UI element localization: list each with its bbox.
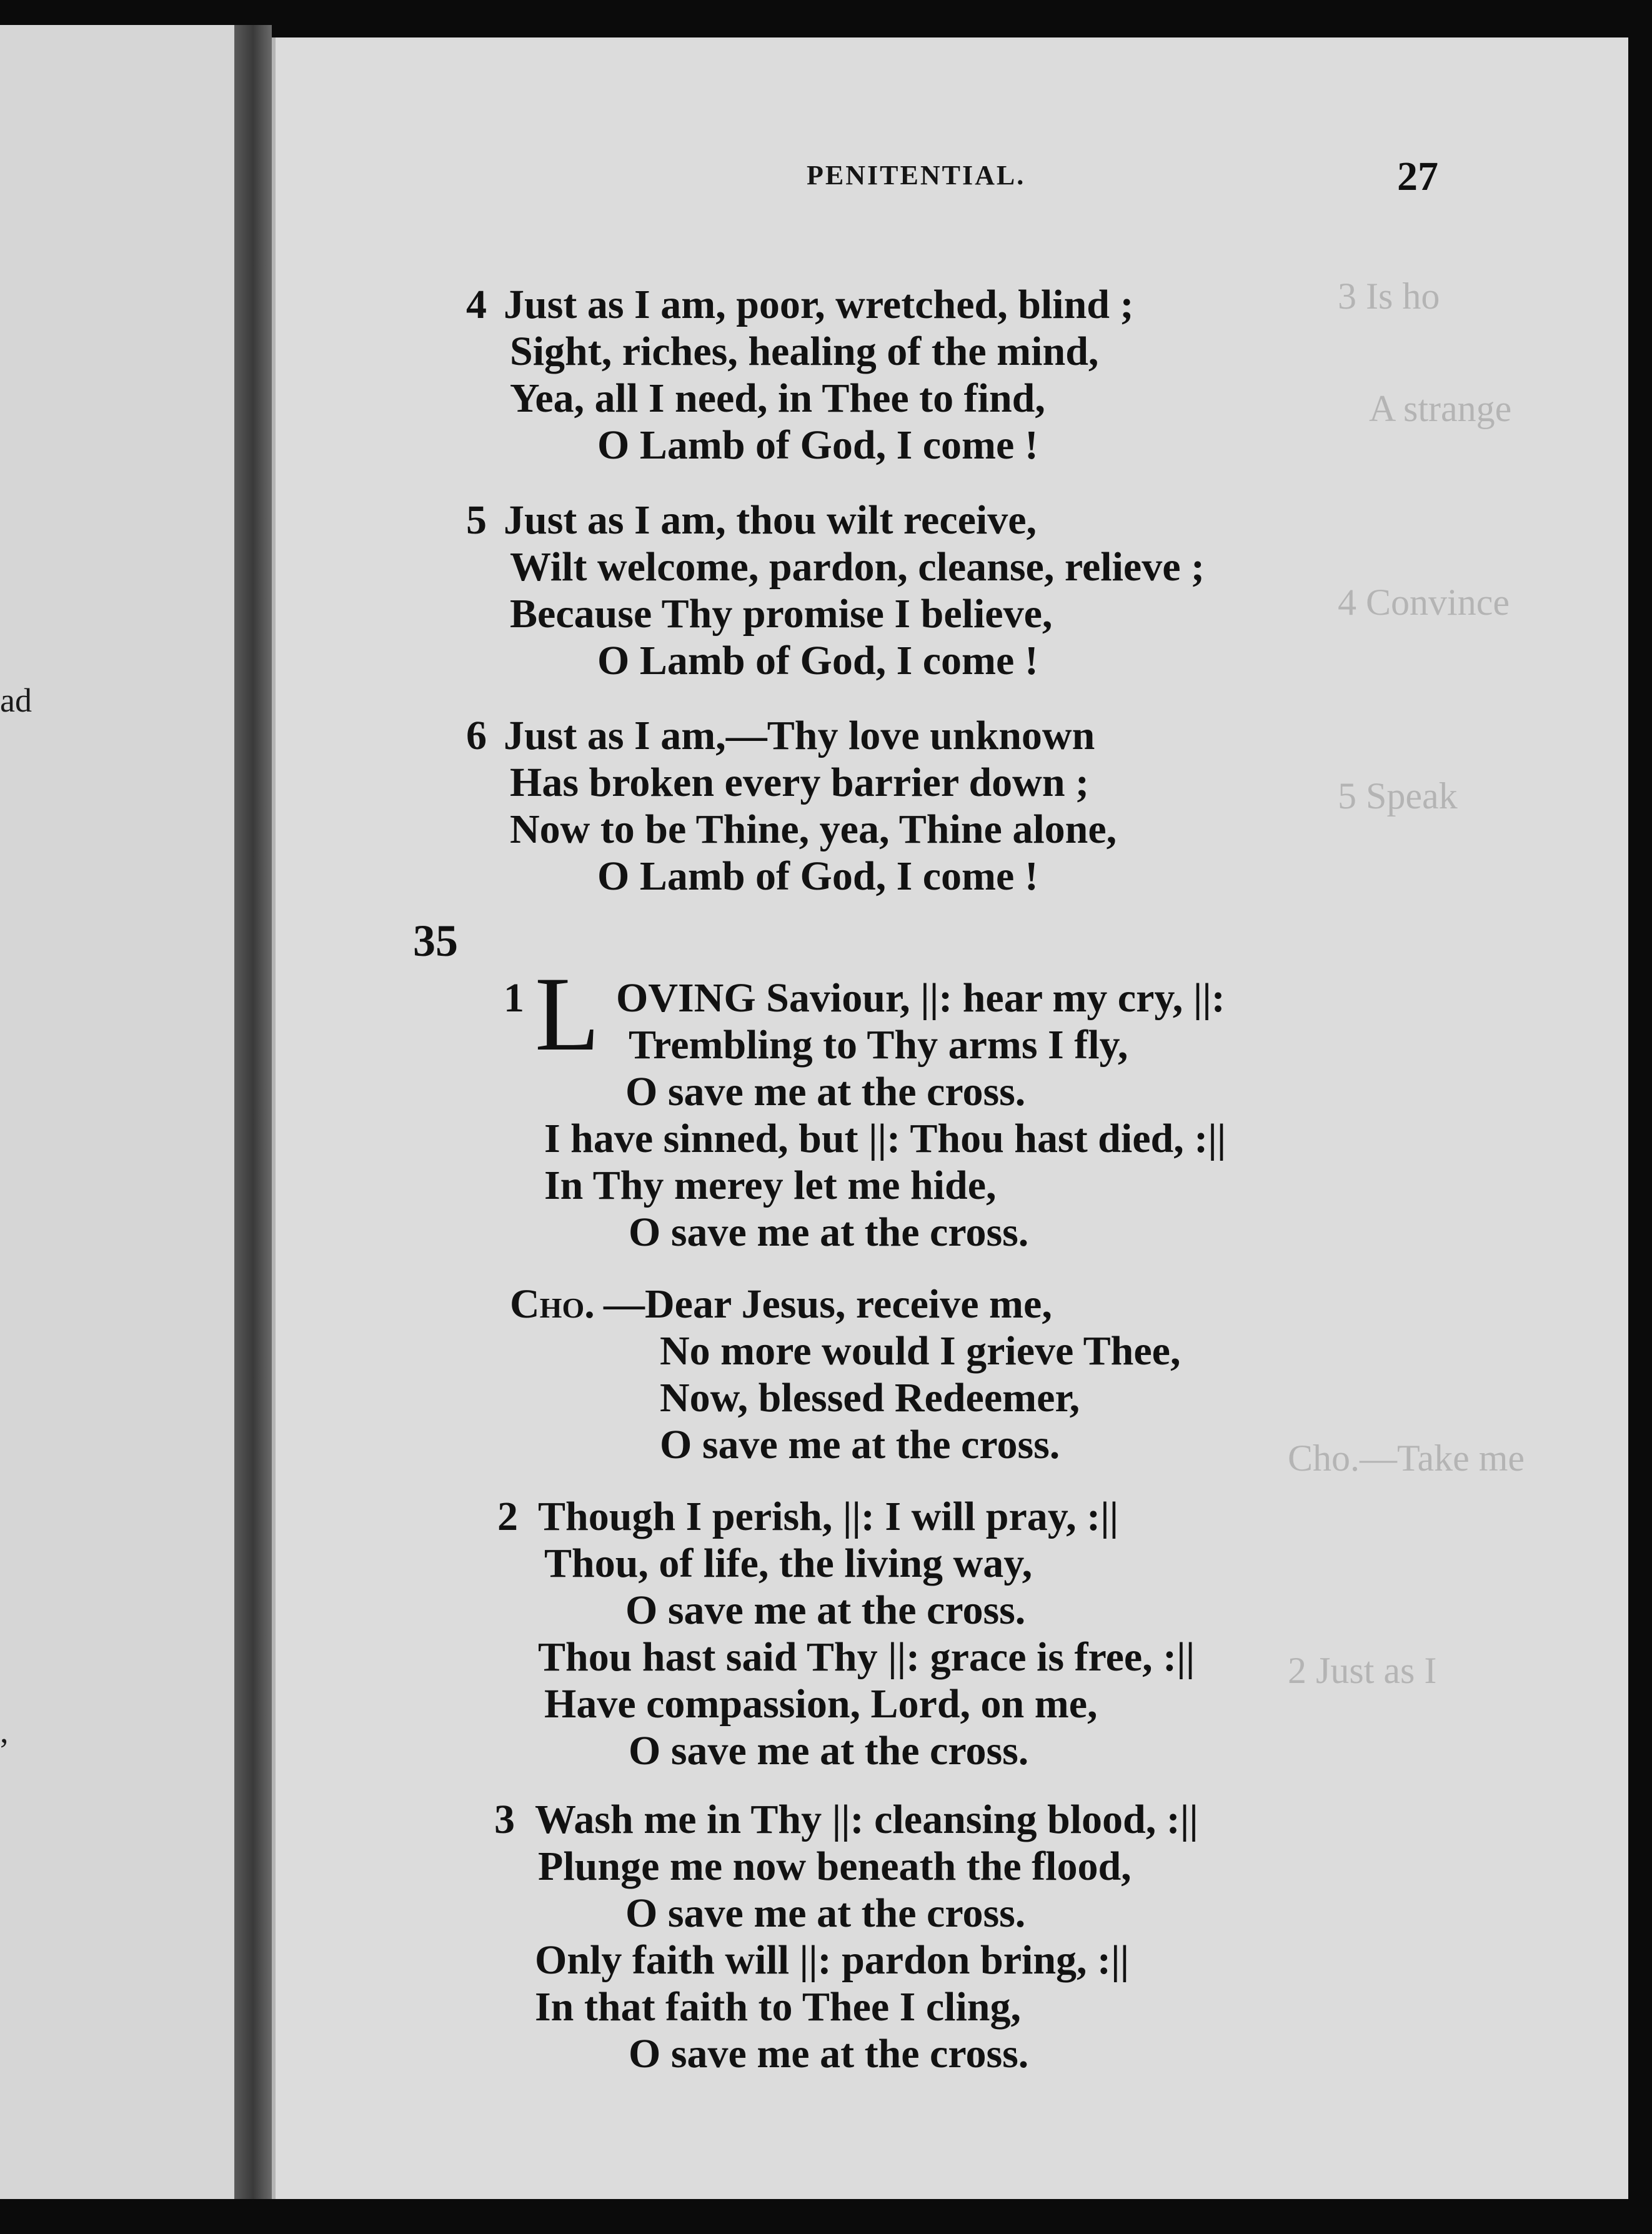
chorus-line: Now, blessed Redeemer, <box>660 1375 1080 1421</box>
verse-line: Thou, of life, the living way, <box>544 1541 1033 1586</box>
verse-line: Yea, all I need, in Thee to find, <box>510 375 1045 421</box>
verse-line: Just as I am,—Thy love unknown <box>504 713 1095 758</box>
left-page <box>0 25 237 2199</box>
verse-line: Sight, riches, healing of the mind, <box>510 329 1099 374</box>
verse-line: Wilt welcome, pardon, cleanse, relieve ; <box>510 544 1205 590</box>
verse-number: 4 <box>466 282 487 327</box>
verse-line: Wash me in Thy ||: cleansing blood, :|| <box>535 1797 1198 1842</box>
hymn-number: 35 <box>413 916 458 966</box>
page-number: 27 <box>1397 154 1438 199</box>
bleed-through: 5 Speak <box>1338 775 1458 817</box>
bleed-through: 2 Just as I <box>1288 1650 1437 1691</box>
chorus-line: O save me at the cross. <box>660 1422 1060 1467</box>
verse-line: Have compassion, Lord, on me, <box>544 1681 1098 1727</box>
bleed-through: A strange <box>1369 388 1512 429</box>
verse-line: I have sinned, but ||: Thou hast died, :|| <box>544 1116 1227 1161</box>
verse-line: In that faith to Thee I cling, <box>535 1984 1022 2030</box>
verse-number: 6 <box>466 713 487 758</box>
chorus-label: Cho. <box>510 1281 595 1327</box>
verse-line: O save me at the cross. <box>625 1587 1026 1633</box>
chorus-line: No more would I grieve Thee, <box>660 1328 1181 1374</box>
verse-line: Just as I am, thou wilt receive, <box>504 497 1037 543</box>
verse-line: Now to be Thine, yea, Thine alone, <box>510 807 1117 852</box>
verse-line: O save me at the cross. <box>629 2031 1029 2077</box>
verse-line: Thou hast said Thy ||: grace is free, :|| <box>538 1634 1195 1680</box>
verse-line: Because Thy promise I believe, <box>510 591 1053 637</box>
verse-number: 5 <box>466 497 487 543</box>
verse-line: OVING Saviour, ||: hear my cry, ||: <box>616 975 1225 1021</box>
left-page-fragment: , <box>0 1712 9 1750</box>
verse-line: O save me at the cross. <box>629 1728 1029 1774</box>
verse-line: Though I perish, ||: I will pray, :|| <box>538 1494 1119 1539</box>
verse-line: Has broken every barrier down ; <box>510 760 1089 805</box>
verse-number: 1 <box>504 975 524 1021</box>
verse-line: O Lamb of God, I come ! <box>597 638 1038 683</box>
bleed-through: 4 Convince <box>1338 582 1510 623</box>
verse-number: 2 <box>497 1494 518 1539</box>
verse-line: O save me at the cross. <box>625 1069 1026 1115</box>
verse-line: O Lamb of God, I come ! <box>597 422 1038 468</box>
page-header-title: PENITENTIAL. <box>807 160 1026 191</box>
verse-line: Only faith will ||: pardon bring, :|| <box>535 1937 1130 1983</box>
bleed-through: 3 Is ho <box>1338 276 1440 317</box>
left-page-fragment: ad <box>0 682 32 719</box>
verse-line: O save me at the cross. <box>629 1209 1029 1255</box>
verse-line: Plunge me now beneath the flood, <box>538 1844 1132 1889</box>
verse-line: O Lamb of God, I come ! <box>597 853 1038 899</box>
bleed-through: Cho.—Take me <box>1288 1437 1525 1479</box>
verse-line: Just as I am, poor, wretched, blind ; <box>504 282 1134 327</box>
chorus-line: —Dear Jesus, receive me, <box>604 1281 1052 1327</box>
book-gutter <box>234 25 272 2199</box>
verse-line: O save me at the cross. <box>625 1890 1026 1936</box>
right-page <box>272 37 1628 2199</box>
drop-cap-letter: L <box>535 955 600 1073</box>
verse-line: Trembling to Thy arms I fly, <box>629 1022 1128 1068</box>
verse-number: 3 <box>494 1797 515 1842</box>
verse-line: In Thy merey let me hide, <box>544 1163 997 1208</box>
